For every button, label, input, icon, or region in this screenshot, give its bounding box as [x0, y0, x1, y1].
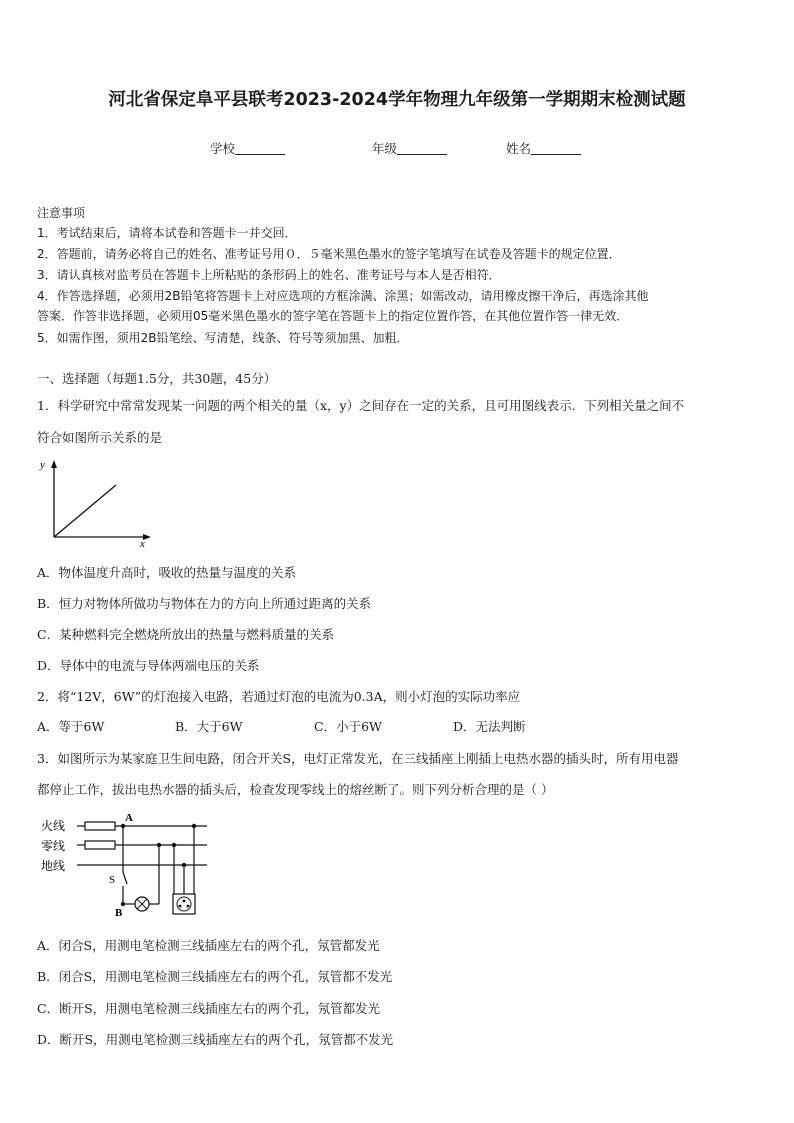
q1-stem-line1: 1．科学研究中常常发现某一问题的两个相关的量（x，y）之间存在一定的关系，且可用图线表示．下列相关量之间不 — [37, 398, 685, 413]
q1-option-a[interactable]: A．物体温度升高时，吸收的热量与温度的关系 — [37, 565, 297, 580]
q1-graph — [34, 455, 164, 551]
x-axis-label: x — [140, 538, 145, 550]
notice-item: 5．如需作图，须用2B铅笔绘、写清楚，线条、符号等须加黑、加粗． — [37, 331, 409, 345]
notice-item: 4．作答选择题，必须用2B铅笔将答题卡上对应选项的方框涂满、涂黑；如需改动，请用橡皮擦干净后，再选涂其他 — [37, 289, 649, 303]
live-wire-label: 火线 — [41, 819, 66, 833]
neutral-fuse — [85, 841, 115, 849]
q3-stem-line2: 都停止工作，拔出电热水器的插头后，检查发现零线上的熔丝断了。则下列分析合理的是（ ） — [37, 782, 554, 797]
q3-option-b[interactable]: B．闭合S，用测电笔检测三线插座左右的两个孔，氖管都不发光 — [37, 969, 393, 984]
notice-item: 1．考试结束后，请将本试卷和答题卡一并交回． — [37, 226, 297, 240]
q1-option-b[interactable]: B．恒力对物体所做功与物体在力的方向上所通过距离的关系 — [37, 596, 372, 611]
ground-wire-label: 地线 — [41, 859, 66, 873]
section-heading: 一、选择题（每题1.5分，共30题，45分） — [37, 371, 277, 386]
y-axis-label: y — [40, 459, 45, 471]
switch-label: S — [109, 874, 116, 886]
school-label: 学校 — [210, 141, 236, 156]
y-axis-arrow — [51, 460, 57, 468]
q1-option-c[interactable]: C．某种燃料完全燃烧所放出的热量与燃料质量的关系 — [37, 627, 335, 642]
name-field — [506, 139, 581, 157]
q2-option-a[interactable]: A．等于6W — [37, 719, 105, 734]
proportional-line — [54, 485, 116, 537]
notice-heading: 注意事项 — [37, 206, 86, 220]
q3-stem-line1: 3．如图所示为某家庭卫生间电路，闭合开关S，电灯正常发光，在三线插座上刚插上电热水器的插头时，所有用电器 — [37, 751, 679, 766]
q2-option-c[interactable]: C．小于6W — [314, 719, 382, 734]
neutral-wire-label: 零线 — [41, 839, 66, 853]
q1-option-d[interactable]: D．导体中的电流与导体两端电压的关系 — [37, 658, 260, 673]
name-label: 姓名 — [506, 141, 532, 156]
notice-item: 2．答题前，请务必将自己的姓名、准考证号用０．５毫米黑色墨水的签字笔填写在试卷及答题卡的规定位置． — [37, 247, 621, 261]
notice-item: 答案．作答非选择题，必须用05毫米黑色墨水的签字笔在答题卡上的指定位置作答，在其他位置作答一律无效． — [37, 309, 629, 323]
point-a-label: A — [125, 812, 133, 824]
q2-option-d[interactable]: D．无法判断 — [453, 719, 526, 734]
q1-stem-line2: 符合如图所示关系的是 — [37, 430, 163, 445]
live-fuse — [85, 822, 115, 830]
switch-s — [123, 872, 127, 884]
notice-item: 3．请认真核对监考员在答题卡上所粘贴的条形码上的姓名、准考证号与本人是否相符． — [37, 268, 501, 282]
q3-circuit-diagram — [37, 810, 227, 920]
page-title: 河北省保定阜平县联考2023-2024学年物理九年级第一学期期末检测试题 — [108, 90, 686, 110]
q3-option-a[interactable]: A．闭合S，用测电笔检测三线插座左右的两个孔，氖管都发光 — [37, 938, 380, 953]
name-blank[interactable] — [531, 142, 581, 155]
q2-option-b[interactable]: B．大于6W — [175, 719, 243, 734]
grade-blank[interactable] — [397, 142, 447, 155]
q3-option-c[interactable]: C．断开S，用测电笔检测三线插座左右的两个孔，氖管都发光 — [37, 1001, 381, 1016]
point-b-label: B — [115, 907, 123, 919]
grade-field — [372, 139, 447, 157]
q3-option-d[interactable]: D．断开S，用测电笔检测三线插座左右的两个孔，氖管都不发光 — [37, 1032, 394, 1047]
school-blank[interactable] — [235, 142, 285, 155]
q2-stem: 2．将“12V，6W”的灯泡接入电路，若通过灯泡的电流为0.3A，则小灯泡的实际功率应 — [37, 689, 521, 704]
school-field — [210, 139, 285, 157]
grade-label: 年级 — [372, 141, 398, 156]
